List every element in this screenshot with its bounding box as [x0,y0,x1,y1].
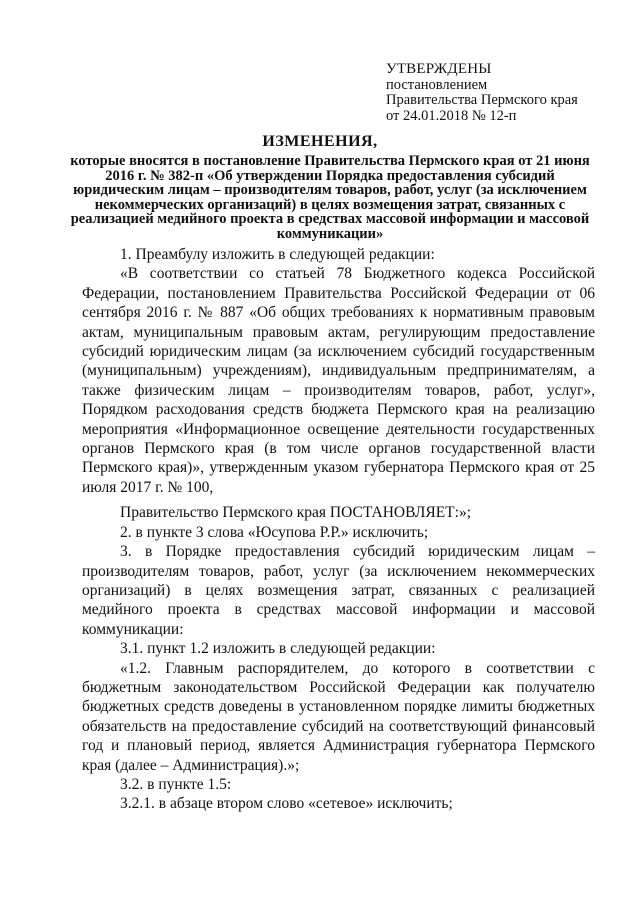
document-title: ИЗМЕНЕНИЯ, [262,133,378,150]
paragraph-3: Правительство Пермского края ПОСТАНОВЛЯЕТ:»; [120,504,472,522]
paragraph-2: «В соответствии со статьей 78 Бюджетного кодекса Российской Федерации, постановлением Правительства Российской Федерации от 06 сентября 2016 г. № 887 «Об общих требованиях к нормативным правовым актам, муниципальным правовым актам, регулирующим предоставление субсидий юридическим лицам (за исключением субсидий государственным (муниципальным) учреждениям), индивидуальным предпринимателям, а также физическим лицам – производителям товаров, работ, услуг», Порядком расходования средств бюджета Пермского края на реализацию мероприятия «Информационное освещение деятельности государственных органов Пермского края (в том числе органов государственной власти Пермского края)», утвержденным указом губернатора Пермского края от 25 июля 2017 г. № 100, [82,265,595,496]
approval-stamp [386,62,626,124]
paragraph-4: 2. в пункте 3 слова «Юсупова Р.Р.» исключить; [120,523,429,541]
paragraph-1: 1. Преамбулу изложить в следующей редакции: [120,246,435,263]
document-body [82,245,595,814]
approval-line-3: от 24.01.2018 № 12-п [386,107,517,124]
approval-line-2: Правительства Пермского края [386,92,578,108]
approval-title: УТВЕРЖДЕНЫ [386,61,492,77]
paragraph-8: 3.2. в пункте 1.5: [120,775,232,793]
approval-line-1: постановлением [386,76,488,93]
paragraph-7: «1.2. Главным распорядителем, до которого в соответствии с бюджетным законодательством Российской Федерации как получателю бюджетных средств доведены в установленном порядке лимиты бюджетных обязательств на предоставление субсидий на соответствующий финансовый год и плановый период, является Администрация губернатора Пермского края (далее – Администрация).»; [82,659,595,774]
document-subtitle: которые вносятся в постановление Правительства Пермского края от 21 июня 2016 г. № 382-п «Об утверждении Порядка предоставления субсидий юридическим лицам – производителям товаров, работ, услуг (за исключением некоммерческих организаций) в целях возмещения затрат, связанных с реализацией медийного проекта в средствах массовой информации и массовой коммуникации» [70,153,590,242]
paragraph-6: 3.1. пункт 1.2 изложить в следующей редакции: [120,640,436,658]
paragraph-5: 3. в Порядке предоставления субсидий юридическим лицам – производителям товаров, работ, услуг (за исключением некоммерческих организаций) в целях возмещения затрат, связанных с реализацией медийного проекта в средствах массовой информации и массовой коммуникации: [82,543,595,638]
paragraph-9: 3.2.1. в абзаце втором слово «сетевое» исключить; [120,795,453,813]
